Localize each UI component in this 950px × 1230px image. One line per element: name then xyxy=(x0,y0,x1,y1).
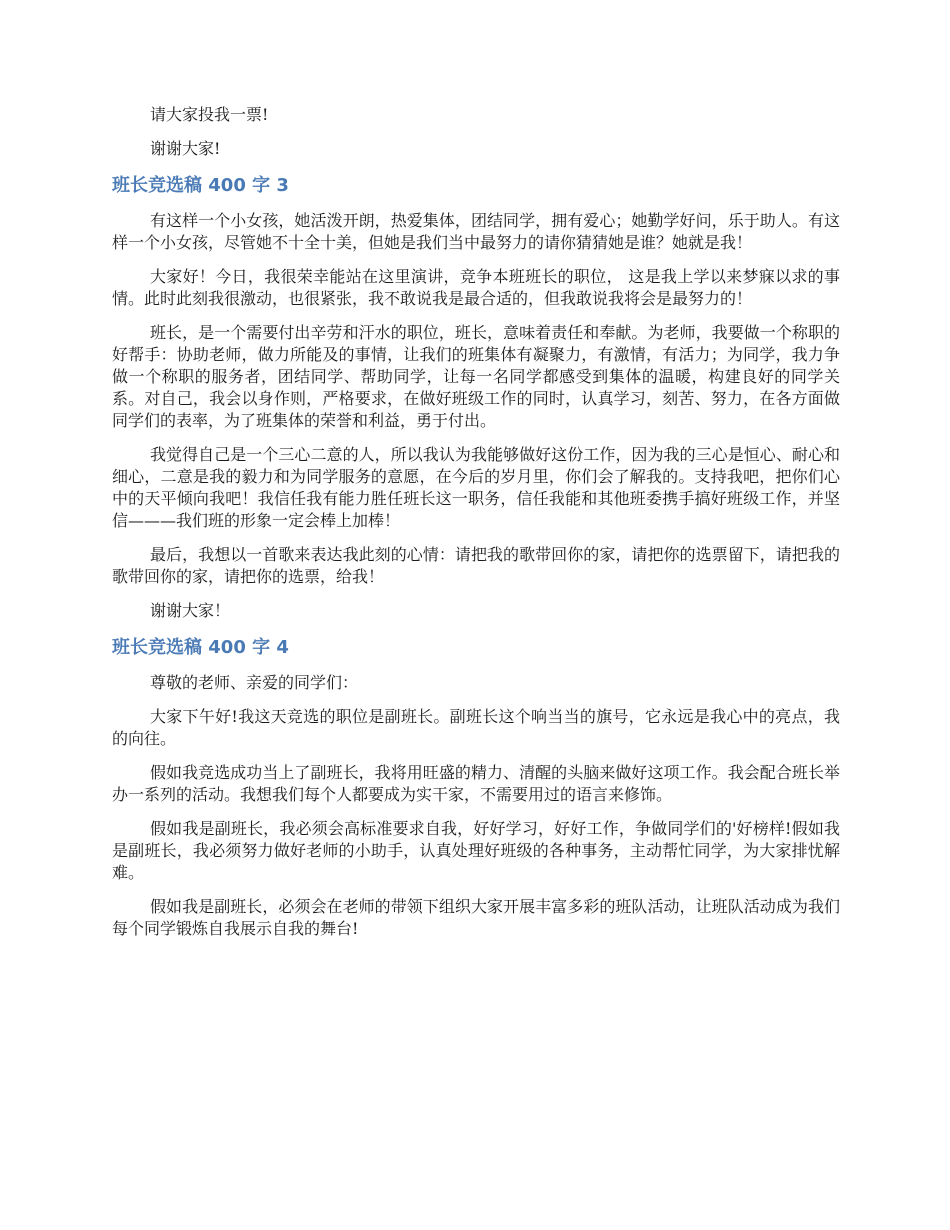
paragraph: 请大家投我一票! xyxy=(150,105,269,124)
paragraph: 假如我是副班长，必须会在老师的带领下组织大家开展丰富多彩的班队活动，让班队活动成为我们每个同学锻炼自我展示自我的舞台! xyxy=(112,897,840,938)
paragraph: 假如我竞选成功当上了副班长，我将用旺盛的精力、清醒的头脑来做好这项工作。我会配合班长举办一系列的活动。我想我们每个人都要成为实干家，不需要用过的语言来修饰。 xyxy=(112,763,840,804)
paragraph: 尊敬的老师、亲爱的同学们： xyxy=(150,673,359,692)
paragraph: 最后，我想以一首歌来表达我此刻的心情：请把我的歌带回你的家，请把你的选票留下，请把我的歌带回你的家，请把你的选票，给我！ xyxy=(112,545,840,586)
paragraph: 大家好！今日，我很荣幸能站在这里演讲，竞争本班班长的职位， 这是我上学以来梦寐以求的事情。此时此刻我很激动，也很紧张，我不敢说我是最合适的，但我敢说我将会是最努力的！ xyxy=(112,267,840,308)
paragraph: 谢谢大家! xyxy=(150,139,221,158)
paragraph: 大家下午好!我这天竞选的职位是副班长。副班长这个响当当的旗号，它永远是我心中的亮点，我的向往。 xyxy=(112,707,840,748)
document-page xyxy=(112,104,840,952)
paragraph: 假如我是副班长，我必须会高标准要求自我，好好学习，好好工作，争做同学们的'好榜样!假如我是副班长，我必须努力做好老师的小助手，认真处理好班级的各种事务，主动帮忙同学，为大家排忧解难。 xyxy=(112,819,840,882)
paragraph: 有这样一个小女孩，她活泼开朗，热爱集体，团结同学，拥有爱心；她勤学好问，乐于助人。有这样一个小女孩，尽管她不十全十美，但她是我们当中最努力的请你猜猜她是谁？她就是我！ xyxy=(112,211,840,252)
section-heading: 班长竞选稿 400 字 4 xyxy=(112,637,289,658)
paragraph: 谢谢大家！ xyxy=(150,601,231,620)
section-heading: 班长竞选稿 400 字 3 xyxy=(112,175,289,196)
paragraph: 班长，是一个需要付出辛劳和汗水的职位，班长，意味着责任和奉献。为老师，我要做一个称职的好帮手：协助老师，做力所能及的事情，让我们的班集体有凝聚力，有激情，有活力；为同学，我力争做一个称职的服务者，团结同学、帮助同学，让每一名同学都感受到集体的温暖，构建良好的同学关系。对自己，我会以身作则，严格要求，在做好班级工作的同时，认真学习，刻苦、努力，在各方面做同学们的表率，为了班集体的荣誉和利益，勇于付出。 xyxy=(112,323,840,430)
paragraph: 我觉得自己是一个三心二意的人，所以我认为我能够做好这份工作，因为我的三心是恒心、耐心和细心，二意是我的毅力和为同学服务的意愿，在今后的岁月里，你们会了解我的。支持我吧，把你们心中的天平倾向我吧！我信任我有能力胜任班长这一职务，信任我能和其他班委携手搞好班级工作，并坚信———我们班的形象一定会棒上加棒！ xyxy=(112,445,840,530)
